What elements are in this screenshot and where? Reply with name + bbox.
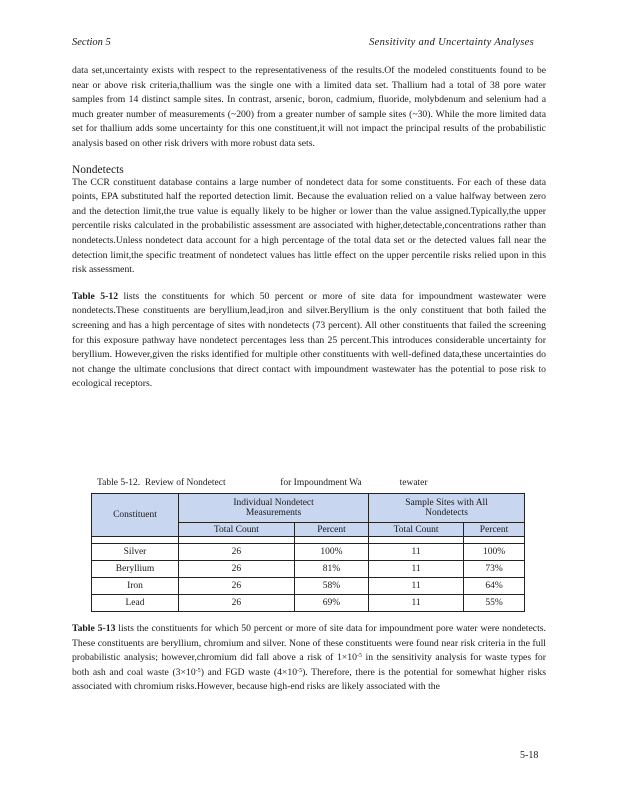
exponent: -5 bbox=[297, 667, 303, 674]
cell-site-percent: 55% bbox=[464, 595, 525, 612]
cell-measure-percent: 69% bbox=[294, 595, 368, 612]
group-label: Individual Nondetect Measurements bbox=[233, 498, 314, 518]
paragraph-text: ) and FGD waste (4×10 bbox=[200, 666, 298, 678]
header-section: Section 5 bbox=[72, 37, 111, 48]
header-title: Sensitivity and Uncertainty Analyses bbox=[369, 37, 534, 48]
paragraph-text: ). Therefore, there is the potential for somewhat higher risks associated with chromium risks.However, because high-end risks are likely associated with the bbox=[72, 666, 546, 693]
cell-measure-total: 26 bbox=[179, 578, 295, 595]
table-caption: Table 5-12. Review of Nondetect for Impoundment Wa tewater bbox=[97, 478, 428, 488]
cell-measure-percent: 58% bbox=[294, 578, 368, 595]
cell-site-total: 11 bbox=[369, 561, 464, 578]
paragraph-nondetects: The CCR constituent database contains a large number of nondetect data for some constituents. For each of these data points, EPA substituted half the reported detection limit. Because the evaluation relied on a value halfway between zero and the detection limit,the true value is equally likely to be higher or lower than the value assigned.Typically,the upper percentile risks calculated in the probabilistic assessment are associated with higher,detectable,concentrations rather than nondetects.Unless nondetect data account for a high percentage of the total data set or the detected values fall near the detection limit,the specific treatment of nondetect values has little effect on the upper percentile risks relied upon in this risk assessment. bbox=[72, 176, 546, 276]
paragraph-table-5-13 bbox=[72, 622, 546, 695]
cell-constituent: Lead bbox=[92, 595, 179, 612]
body-text-bottom bbox=[72, 622, 546, 695]
paragraph-representativeness: data set,uncertainty exists with respect to the representativeness of the results.Of the modeled constituents found to be near or above risk criteria,thallium was the single one with a limited data set. Thallium had a total of 38 pore water samples from 14 distinct sample sites. In contrast, arsenic, boron, cadmium, fluoride, molybdenum and selenium had a much greater number of measurements (~200) from a greater number of sample sites (~30). While the more limited data set for thallium adds some uncertainty for this one constituent,it will not impact the principal results of the probabilistic analysis based on other risk drivers with more robust data sets. bbox=[72, 65, 546, 149]
paragraph-text: lists the constituents for which 50 percent or more of site data for impoundment pore water were nondetects. These constituents are beryllium, chromium and silver. None of these constituents were found near risk criteria in the full probabilistic analysis; however,chromium did fall above a risk of 1×10 bbox=[72, 623, 546, 664]
subheader-percent: Percent bbox=[294, 523, 368, 537]
paragraph-text: in the sensitivity analysis for waste types for both ash and coal waste (3×10 bbox=[72, 652, 546, 678]
cell-measure-total: 26 bbox=[179, 595, 295, 612]
cell-measure-percent: 100% bbox=[294, 544, 368, 561]
table-reference: Table 5-13 bbox=[72, 623, 116, 634]
table-spacer-row bbox=[92, 537, 525, 544]
exponent: -5 bbox=[356, 653, 362, 660]
paragraph-table-5-12 bbox=[72, 290, 546, 392]
cell-site-total: 11 bbox=[369, 544, 464, 561]
nondetect-table bbox=[91, 493, 525, 612]
cell-constituent: Iron bbox=[92, 578, 179, 595]
table-reference: Table 5-12 bbox=[72, 290, 119, 302]
table-row bbox=[92, 595, 525, 612]
body-text-top bbox=[72, 64, 546, 392]
cell-constituent: Silver bbox=[92, 544, 179, 561]
exponent: -5 bbox=[195, 667, 201, 674]
col-header-constituent: Constituent bbox=[92, 494, 179, 537]
cell-site-percent: 100% bbox=[464, 544, 525, 561]
running-header bbox=[72, 37, 534, 48]
group-label: Sample Sites with All Nondetects bbox=[405, 498, 488, 518]
subheader-percent: Percent bbox=[464, 523, 525, 537]
col-group-measurements bbox=[179, 494, 369, 523]
subheader-total: Total Count bbox=[179, 523, 295, 537]
cell-constituent: Beryllium bbox=[92, 561, 179, 578]
paragraph-body: lists the constituents for which 50 percent or more of site data for impoundment wastewater were nondetects.These constituents are beryllium,lead,iron and silver.Beryllium is the only constituent that both failed the screening and has a high percentage of sites with nondetects (73 percent). All other constituents that failed the screening for this exposure pathway have nondetect percentages less than 25 percent.This introduces considerable uncertainty for beryllium. However,given the risks identified for multiple other constituents with well-defined data,these uncertainties do not change the ultimate conclusions that direct contact with impoundment wastewater has the potential to pose risk to ecological receptors. bbox=[72, 290, 546, 390]
cell-site-percent: 64% bbox=[464, 578, 525, 595]
cell-site-total: 11 bbox=[369, 595, 464, 612]
cell-measure-total: 26 bbox=[179, 544, 295, 561]
table-row bbox=[92, 578, 525, 595]
subheader-total: Total Count bbox=[369, 523, 464, 537]
col-group-sites bbox=[369, 494, 525, 523]
cell-site-percent: 73% bbox=[464, 561, 525, 578]
cell-measure-percent: 81% bbox=[294, 561, 368, 578]
table-row bbox=[92, 561, 525, 578]
page-number: 5-18 bbox=[520, 750, 539, 761]
section-heading-nondetects: Nondetects bbox=[72, 163, 124, 176]
table-row bbox=[92, 544, 525, 561]
cell-site-total: 11 bbox=[369, 578, 464, 595]
cell-measure-total: 26 bbox=[179, 561, 295, 578]
